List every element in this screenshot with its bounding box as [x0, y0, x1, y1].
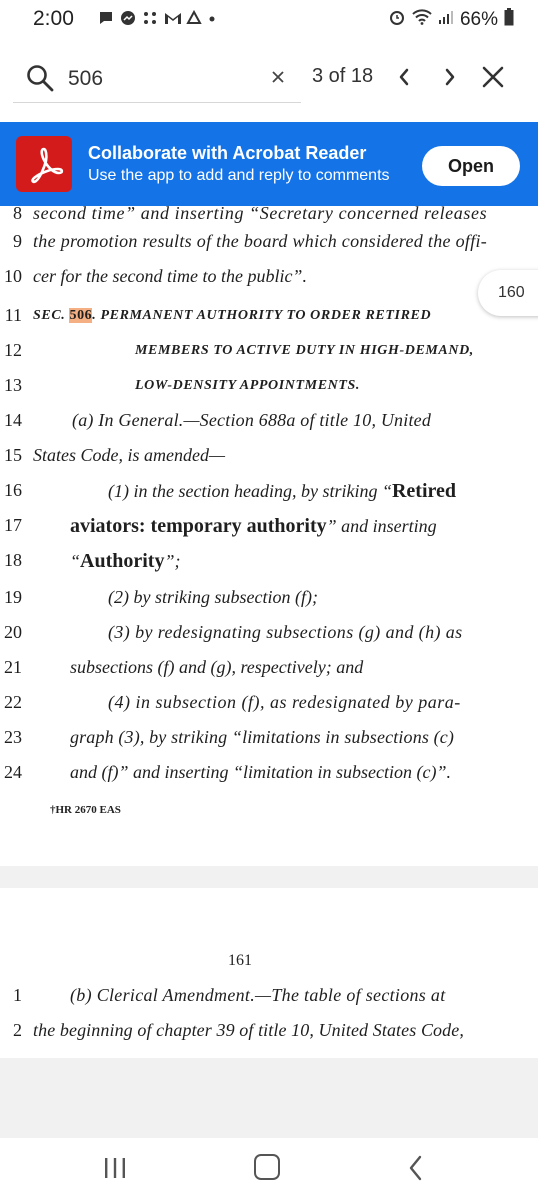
- doc-line: [0, 692, 538, 724]
- document-page: [0, 206, 538, 866]
- page-separator: [0, 1058, 538, 1138]
- line-text: (3) by redesignating subsections (g) and (h) as: [108, 622, 463, 642]
- section-heading: [33, 308, 431, 324]
- line-number: 21: [4, 657, 22, 677]
- doc-line: [0, 1020, 538, 1052]
- next-match-icon[interactable]: [436, 62, 462, 92]
- line-text: the beginning of chapter 39 of title 10, United States Code,: [33, 1020, 464, 1040]
- doc-line: [0, 587, 538, 619]
- search-highlight[interactable]: 506: [69, 308, 93, 323]
- line-text: (2) by striking subsection (f);: [108, 587, 318, 607]
- status-time: 2:00: [33, 7, 74, 30]
- clear-search-icon[interactable]: [268, 68, 288, 88]
- line-text-part: ” and inserting: [326, 516, 437, 536]
- dot-icon: [208, 10, 224, 26]
- line-text: MEMBERS TO ACTIVE DUTY IN HIGH-DEMAND,: [135, 343, 474, 358]
- line-text: cer for the second time to the public”.: [33, 266, 307, 286]
- line-text-part: (1) in the section heading, by striking “: [108, 481, 392, 501]
- alarm-icon: [388, 8, 406, 32]
- doc-line: [0, 340, 538, 372]
- line-text: [70, 550, 180, 573]
- notification-icons: [98, 10, 224, 26]
- document-page-2: [0, 888, 538, 1058]
- line-number: 8: [13, 206, 22, 223]
- line-number: 15: [4, 445, 22, 465]
- line-number: 14: [4, 410, 22, 430]
- line-number: 19: [4, 587, 22, 607]
- doc-line: [0, 480, 538, 512]
- doc-line: [0, 266, 538, 298]
- doc-line: [0, 410, 538, 442]
- line-number: 11: [4, 305, 22, 325]
- close-search-icon[interactable]: [480, 64, 506, 90]
- line-number: 2: [13, 1020, 22, 1040]
- bold-text: aviators: temporary authority: [70, 515, 327, 537]
- doc-line: [0, 727, 538, 759]
- system-icons: [388, 8, 514, 32]
- line-number: 16: [4, 480, 22, 500]
- gmail-icon: [164, 10, 180, 26]
- acrobat-logo-icon: [16, 136, 72, 192]
- acrobat-banner: [0, 122, 538, 206]
- line-number: 18: [4, 550, 22, 570]
- section-suffix: . PERMANENT AUTHORITY TO ORDER RETIRED: [92, 308, 432, 323]
- line-number: 23: [4, 727, 22, 747]
- line-number: 13: [4, 375, 22, 395]
- banner-title: Collaborate with Acrobat Reader: [88, 143, 367, 163]
- page-separator: [0, 866, 538, 888]
- section-prefix: SEC.: [33, 308, 70, 323]
- doc-line: [0, 445, 538, 477]
- doc-line: [0, 305, 538, 337]
- search-underline: [13, 102, 301, 103]
- doc-line: [0, 985, 538, 1017]
- line-text: LOW-DENSITY APPOINTMENTS.: [135, 378, 361, 393]
- bold-text: Retired: [391, 480, 457, 502]
- doc-line: [0, 206, 538, 225]
- line-number: 1: [13, 985, 22, 1005]
- line-text: States Code, is amended—: [33, 445, 225, 465]
- line-text: the promotion results of the board which considered the offi-: [33, 231, 488, 251]
- line-text: (4) in subsection (f), as redesignated by para-: [108, 692, 461, 712]
- line-number: 17: [4, 515, 22, 535]
- doc-line: [0, 515, 538, 547]
- line-number: 22: [4, 692, 22, 712]
- search-toolbar: [0, 38, 538, 122]
- page-number: 161: [228, 952, 252, 969]
- wifi-icon: [412, 9, 432, 31]
- battery-percent: 66%: [459, 9, 498, 30]
- dots-icon: [142, 10, 158, 26]
- chat-icon: [98, 10, 114, 26]
- line-text: graph (3), by striking “limitations in subsections (c): [70, 727, 455, 747]
- match-count: 3 of 18: [312, 65, 374, 87]
- line-text: (b) Clerical Amendment.—The table of sections at: [70, 985, 446, 1005]
- line-number: 9: [13, 231, 22, 251]
- line-number: 20: [4, 622, 22, 642]
- page-number-indicator[interactable]: 160: [478, 270, 538, 316]
- line-text: [70, 515, 437, 538]
- line-number: 12: [4, 340, 22, 360]
- status-bar: [0, 0, 538, 38]
- doc-line: [0, 231, 538, 263]
- drive-icon: [186, 10, 202, 26]
- line-number: 24: [4, 762, 22, 782]
- line-text: second time” and inserting “Secretary concerned releases: [33, 206, 488, 223]
- doc-line: [0, 657, 538, 689]
- line-text: subsections (f) and (g), respectively; and: [70, 657, 364, 677]
- doc-line: [0, 375, 538, 407]
- search-icon: [26, 64, 54, 92]
- doc-line: [0, 762, 538, 794]
- open-app-button[interactable]: Open: [422, 146, 520, 186]
- recent-apps-icon[interactable]: [102, 1156, 128, 1180]
- doc-line: [0, 550, 538, 582]
- bold-text: Authority: [80, 550, 165, 572]
- doc-line: [0, 622, 538, 654]
- back-icon[interactable]: [404, 1154, 430, 1182]
- bill-code: †HR 2670 EAS: [50, 804, 121, 816]
- battery-icon: [504, 8, 514, 32]
- home-icon[interactable]: [254, 1154, 280, 1180]
- line-text: and (f)” and inserting “limitation in subsection (c)”.: [70, 762, 451, 782]
- line-text: (a) In General.—Section 688a of title 10, United: [72, 410, 432, 430]
- previous-match-icon[interactable]: [392, 62, 418, 92]
- search-input[interactable]: [66, 62, 270, 96]
- line-text-part: “: [70, 551, 81, 571]
- navigation-bar: [0, 1138, 538, 1200]
- banner-subtitle: Use the app to add and reply to comments: [88, 167, 390, 184]
- signal-icon: [438, 9, 454, 31]
- line-text: [108, 480, 456, 503]
- messenger-icon: [120, 10, 136, 26]
- line-number: 10: [4, 266, 22, 286]
- line-text-part: ”;: [164, 551, 181, 571]
